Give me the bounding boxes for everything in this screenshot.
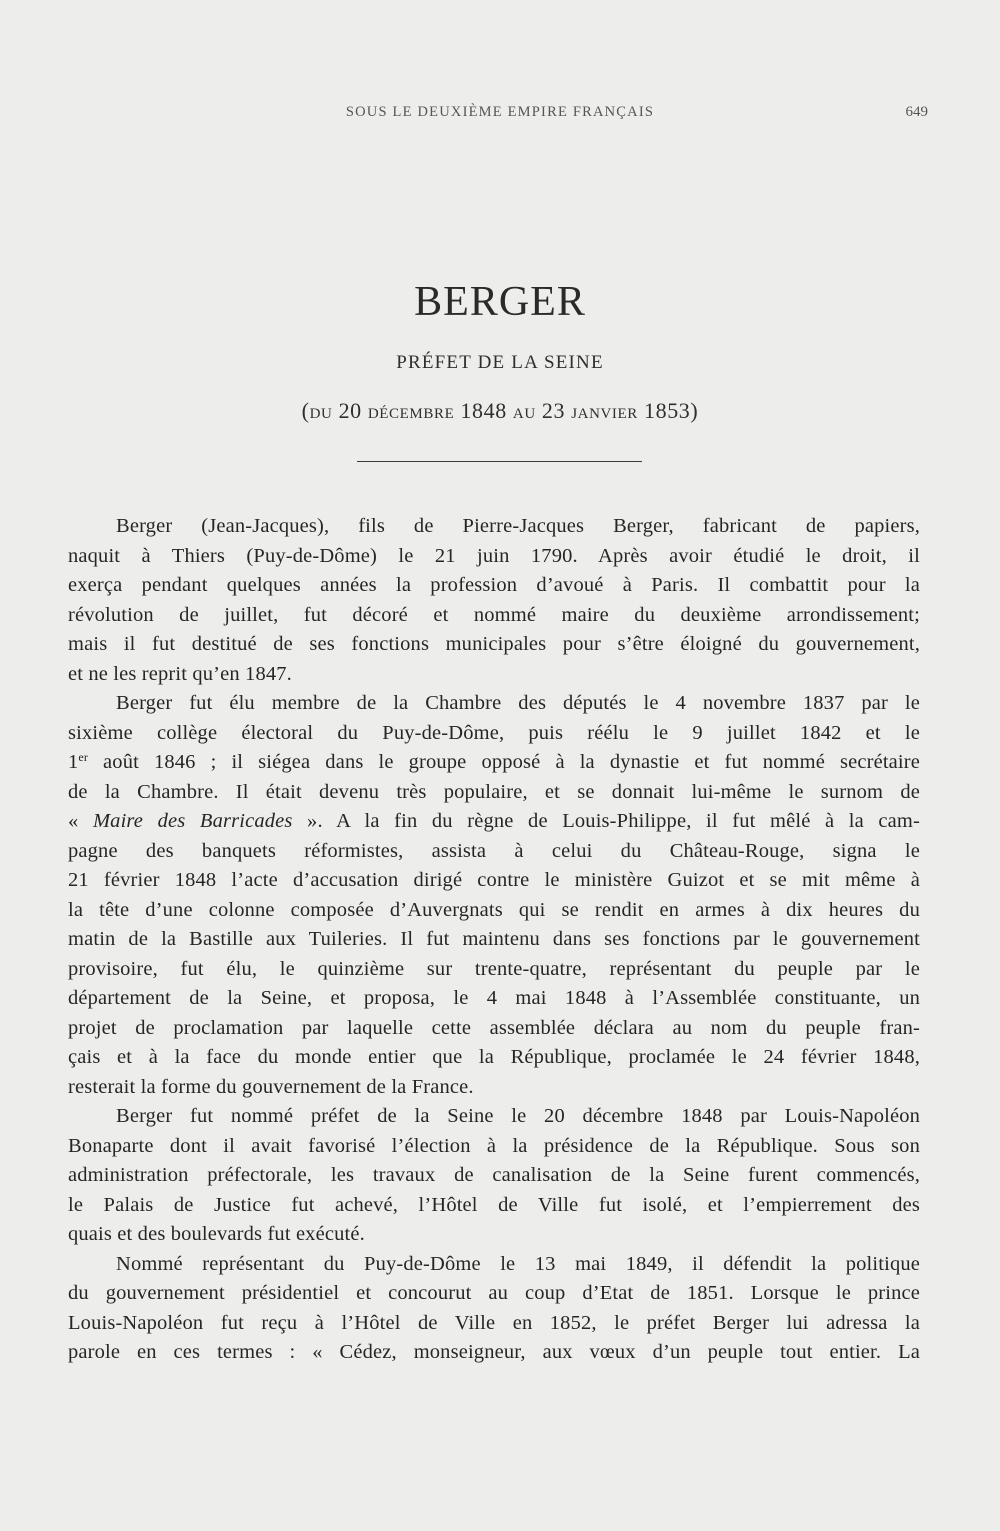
- running-head: [0, 104, 1000, 128]
- text-line: parole en ces termes : « Cédez, monseigneur, aux vœux d’un peuple tout entier. La: [68, 1341, 920, 1363]
- text-fragment: 1: [68, 751, 79, 773]
- term-dates: (du 20 décembre 1848 au 23 janvier 1853): [301, 398, 699, 423]
- text-line: révolution de juillet, fut décoré et nommé maire du deuxième arrondissement;: [68, 603, 920, 626]
- text-line: Berger fut élu membre de la Chambre des députés le 4 novembre 1837 par le: [116, 692, 920, 714]
- text-line: et ne les reprit qu’en 1847.: [68, 662, 292, 685]
- text-line: sixième collège électoral du Puy-de-Dôme, puis réélu le 9 juillet 1842 et le: [68, 721, 920, 744]
- text-line: naquit à Thiers (Puy-de-Dôme) le 21 juin 1790. Après avoir étudié le droit, il: [68, 544, 920, 567]
- text-line: la tête d’une colonne composée d’Auvergnats qui se rendit en armes à dix heures du: [68, 898, 920, 921]
- text-line: 21 février 1848 l’acte d’accusation dirigé contre le ministère Guizot et se mit même à: [68, 869, 920, 891]
- text-line: projet de proclamation par laquelle cette assemblée déclara au nom du peuple fran-: [68, 1016, 920, 1039]
- body-text: [68, 512, 920, 1368]
- text-line: provisoire, fut élu, le quinzième sur trente-quatre, représentant du peuple par le: [68, 957, 920, 980]
- superscript-er: er: [78, 750, 89, 764]
- text-line: Berger fut nommé préfet de la Seine le 20 décembre 1848 par Louis-Napoléon: [116, 1105, 920, 1127]
- text-line: département de la Seine, et proposa, le 4 mai 1848 à l’Assemblée constituante, un: [68, 987, 920, 1009]
- text-line: du gouvernement présidentiel et concourut au coup d’Etat de 1851. Lorsque le prince: [68, 1282, 920, 1304]
- title-divider: [357, 461, 642, 462]
- italic-quote: Maire des Barricades: [92, 810, 293, 832]
- text-line: quais et des boulevards fut exécuté.: [68, 1223, 365, 1245]
- text-line: Bonaparte dont il avait favorisé l’élection à la présidence de la République. Sous son: [68, 1134, 920, 1157]
- text-line: Berger (Jean-Jacques), fils de Pierre-Jacques Berger, fabricant de papiers,: [116, 515, 920, 537]
- text-line: Nommé représentant du Puy-de-Dôme le 13 mai 1849, il défendit la politique: [116, 1252, 920, 1275]
- article-subtitle: PRÉFET DE LA SEINE: [396, 352, 604, 373]
- running-title: SOUS LE DEUXIÈME EMPIRE FRANÇAIS: [345, 104, 655, 120]
- text-line: matin de la Bastille aux Tuileries. Il fut maintenu dans ses fonctions par le gouvernement: [68, 928, 920, 950]
- text-line: mais il fut destitué de ses fonctions municipales pour s’être éloigné du gouvernement,: [68, 633, 920, 655]
- text-line: Louis-Napoléon fut reçu à l’Hôtel de Ville en 1852, le préfet Berger lui adressa la: [68, 1311, 920, 1334]
- text-line: le Palais de Justice fut achevé, l’Hôtel de Ville fut isolé, et l’empierrement des: [68, 1193, 920, 1216]
- text-fragment: ». A la fin du règne de Louis-Philippe, il fut mêlé à la cam-: [292, 810, 920, 832]
- text-line: exerça pendant quelques années la profession d’avoué à Paris. Il combattit pour la: [68, 574, 920, 596]
- text-line: [68, 748, 920, 778]
- text-line: administration préfectorale, les travaux de canalisation de la Seine furent commencés,: [68, 1164, 920, 1186]
- text-line: çais et à la face du monde entier que la République, proclamée le 24 février 1848,: [68, 1046, 920, 1068]
- text-fragment: août 1846 ; il siégea dans le groupe opposé à la dynastie et fut nommé secrétaire: [88, 751, 920, 773]
- text-line: pagne des banquets réformistes, assista à celui du Château-Rouge, signa le: [68, 839, 920, 862]
- text-line: de la Chambre. Il était devenu très populaire, et se donnait lui-même le surnom de: [68, 780, 920, 803]
- text-line: [68, 807, 920, 837]
- text-line: resterait la forme du gouvernement de la France.: [68, 1075, 474, 1098]
- page-number: 649: [905, 104, 928, 120]
- text-fragment: «: [68, 810, 93, 832]
- article-title: BERGER: [414, 279, 586, 325]
